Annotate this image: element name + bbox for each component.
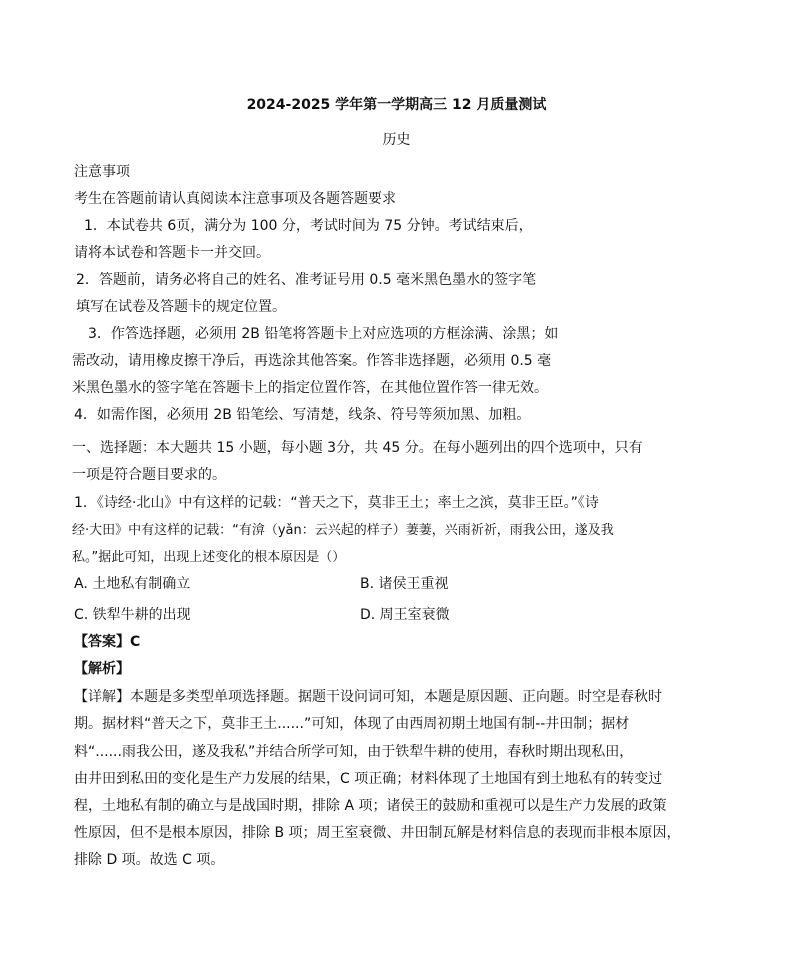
notice-heading: 注意事项 [74,164,130,180]
detail-line: 程，土地私有制的确立与是战国时期，排除 A 项；诸侯王的鼓励和重视可以是生产力发展的政策 [74,798,667,814]
detail-line: 由井田到私田的变化是生产力发展的结果，C 项正确；材料体现了土地国有到土地私有的转变过 [74,771,663,787]
section-line: 一、选择题：本大题共 15 小题，每小题 3分，共 45 分。在每小题列出的四个选项中，只有 [72,440,643,456]
notice-line: 请将本试卷和答题卡一并交回。 [74,245,270,261]
detail-line: 性原因，但不是根本原因，排除 B 项；周王室衰微、井田制瓦解是材料信息的表现而非根本原因， [74,825,681,841]
question-stem-line: 私。”据此可知，出现上述变化的根本原因是（） [72,550,346,565]
question-stem-line: 经·大田》中有这样的记载：“有渰（yǎn：云兴起的样子）萋萋，兴雨祈祈，雨我公田，遂及我 [72,523,614,538]
detail-line: 期。据材料“普天之下，莫非王土......”可知，体现了由西周初期土地国有制--井田制；据材 [74,716,630,732]
notice-line: 2．答题前，请务必将自己的姓名、准考证号用 0.5 毫米黑色墨水的签字笔 [76,272,537,288]
notice-line: 1．本试卷共 6页，满分为 100 分，考试时间为 75 分钟。考试结束后， [84,218,533,234]
analysis-label: 【解析】 [74,661,130,677]
question-stem-line: 1．《诗经·北山》中有这样的记载：“普天之下，莫非王土；率土之滨，莫非王臣。”《诗 [74,495,599,511]
answer-label: 【答案】C [74,634,141,650]
option-a: A. 土地私有制确立 [74,576,191,592]
notice-line: 考生在答题前请认真阅读本注意事项及各题答题要求 [74,191,396,207]
detail-line: 料“......雨我公田，遂及我私”并结合所学可知，由于铁犁牛耕的使用，春秋时期出现私田， [74,744,634,760]
option-d: D. 周王室衰微 [360,607,450,623]
notice-line: 需改动，请用橡皮擦干净后，再选涂其他答案。作答非选择题，必须用 0.5 毫 [72,353,552,369]
exam-title: 2024-2025 学年第一学期高三 12 月质量测试 [246,97,547,113]
notice-line: 米黑色墨水的签字笔在答题卡上的指定位置作答，在其他位置作答一律无效。 [72,380,548,396]
notice-line: 填写在试卷及答题卡的规定位置。 [76,299,286,315]
section-line: 一项是符合题目要求的。 [72,467,226,483]
option-b: B. 诸侯王重视 [360,576,449,592]
detail-line: 排除 D 项。故选 C 项。 [74,852,225,868]
option-c: C. 铁犁牛耕的出现 [74,607,191,623]
subject-title: 历史 [382,132,411,148]
notice-line: 4．如需作图，必须用 2B 铅笔绘、写清楚，线条、符号等须加黑、加粗。 [74,407,531,423]
notice-line: 3．作答选择题，必须用 2B 铅笔将答题卡上对应选项的方框涂满、涂黑；如 [88,326,559,342]
detail-line: 【详解】本题是多类型单项选择题。据题干设问词可知，本题是原因题、正向题。时空是春秋时 [74,689,662,705]
